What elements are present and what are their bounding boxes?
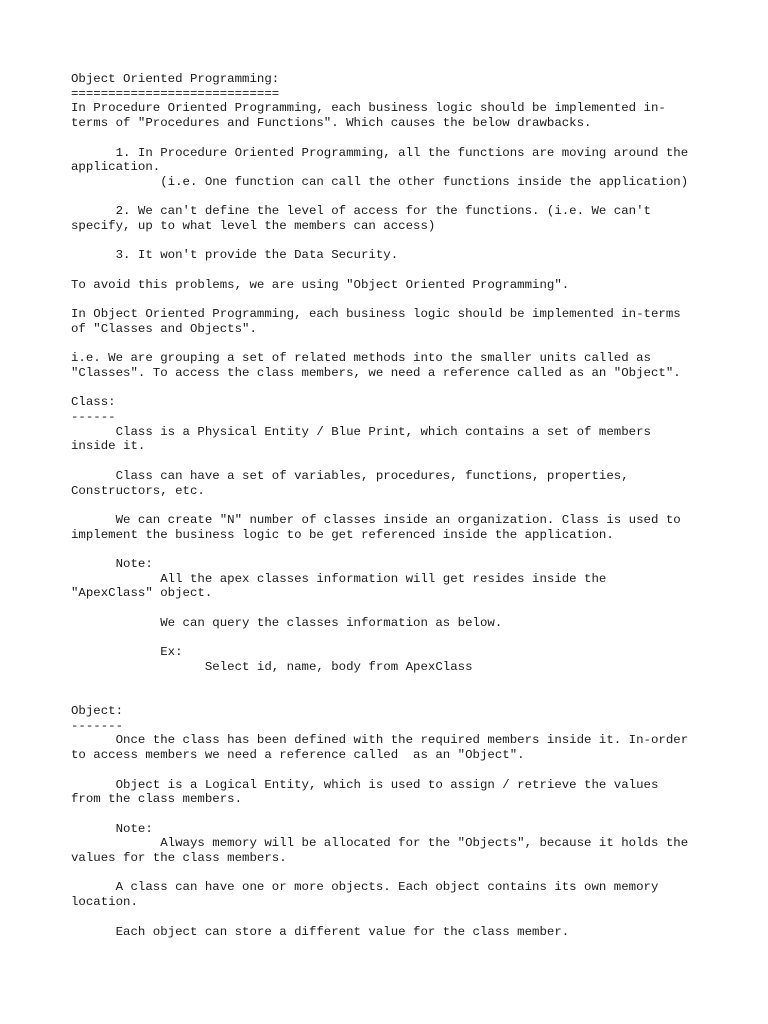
document-line bbox=[71, 763, 721, 778]
document-line: To avoid this problems, we are using "Object Oriented Programming". bbox=[71, 277, 570, 292]
document-line bbox=[71, 631, 721, 646]
document-line: Class is a Physical Entity / Blue Print, which contains a set of members bbox=[71, 424, 651, 439]
document-body bbox=[71, 72, 721, 939]
document-line: application. bbox=[71, 160, 161, 175]
document-line bbox=[71, 263, 721, 278]
document-line: Object is a Logical Entity, which is used to assign / retrieve the values bbox=[71, 777, 659, 792]
document-line bbox=[71, 454, 721, 469]
document-line: from the class members. bbox=[71, 792, 243, 807]
document-line: i.e. We are grouping a set of related methods into the smaller units called as bbox=[71, 351, 651, 366]
document-line bbox=[71, 131, 721, 146]
document-line: Class: bbox=[71, 395, 116, 410]
document-line bbox=[71, 381, 721, 396]
document-line: 1. In Procedure Oriented Programming, all the functions are moving around the bbox=[71, 145, 689, 160]
document-line: location. bbox=[71, 895, 138, 910]
document-line: Once the class has been defined with the required members inside it. In-order bbox=[71, 733, 689, 748]
document-line: inside it. bbox=[71, 439, 146, 454]
document-line: ------- bbox=[71, 718, 124, 733]
document-line: values for the class members. bbox=[71, 851, 287, 866]
document-line: Object: bbox=[71, 704, 124, 719]
document-line: Note: bbox=[71, 557, 153, 572]
document-line: ============================ bbox=[71, 86, 280, 101]
document-line bbox=[71, 190, 721, 205]
document-line: Object Oriented Programming: bbox=[71, 72, 280, 86]
document-line: Note: bbox=[71, 821, 153, 836]
document-line: In Object Oriented Programming, each business logic should be implemented in-terms bbox=[71, 307, 681, 322]
document-line: (i.e. One function can call the other functions inside the application) bbox=[71, 174, 689, 189]
document-line bbox=[71, 675, 721, 690]
document-line: In Procedure Oriented Programming, each business logic should be implemented in- bbox=[71, 101, 666, 116]
document-line: Class can have a set of variables, procedures, functions, properties, bbox=[71, 468, 629, 483]
document-line bbox=[71, 807, 721, 822]
document-line: A class can have one or more objects. Each object contains its own memory bbox=[71, 880, 659, 895]
document-line bbox=[71, 337, 721, 352]
document-line bbox=[71, 866, 721, 881]
document-line bbox=[71, 910, 721, 925]
document-line: Each object can store a different value for the class member. bbox=[71, 924, 570, 939]
document-line: Select id, name, body from ApexClass bbox=[71, 659, 473, 674]
document-line: Ex: bbox=[71, 645, 183, 660]
document-line bbox=[71, 689, 721, 704]
document-line: All the apex classes information will get resides inside the bbox=[71, 571, 607, 586]
document-line bbox=[71, 498, 721, 513]
document-line: Always memory will be allocated for the "Objects", because it holds the bbox=[71, 836, 689, 851]
document-line bbox=[71, 542, 721, 557]
document-line bbox=[71, 234, 721, 249]
document-line bbox=[71, 601, 721, 616]
document-line: specify, up to what level the members can access) bbox=[71, 219, 436, 233]
document-line: to access members we need a reference called as an "Object". bbox=[71, 748, 525, 763]
document-line: Constructors, etc. bbox=[71, 483, 205, 498]
document-line: We can query the classes information as below. bbox=[71, 615, 503, 630]
document-line: 2. We can't define the level of access for the functions. (i.e. We can't bbox=[71, 204, 651, 219]
document-line bbox=[71, 292, 721, 307]
document-line: terms of "Procedures and Functions". Which causes the below drawbacks. bbox=[71, 116, 592, 131]
document-line: "ApexClass" object. bbox=[71, 586, 213, 601]
document-line: We can create "N" number of classes inside an organization. Class is used to bbox=[71, 512, 681, 527]
document-line: of "Classes and Objects". bbox=[71, 321, 257, 336]
document-line: ------ bbox=[71, 410, 116, 425]
document-line: implement the business logic to be get referenced inside the application. bbox=[71, 527, 614, 542]
document-line: 3. It won't provide the Data Security. bbox=[71, 248, 399, 263]
document-line: "Classes". To access the class members, we need a reference called as an "Object". bbox=[71, 365, 681, 380]
